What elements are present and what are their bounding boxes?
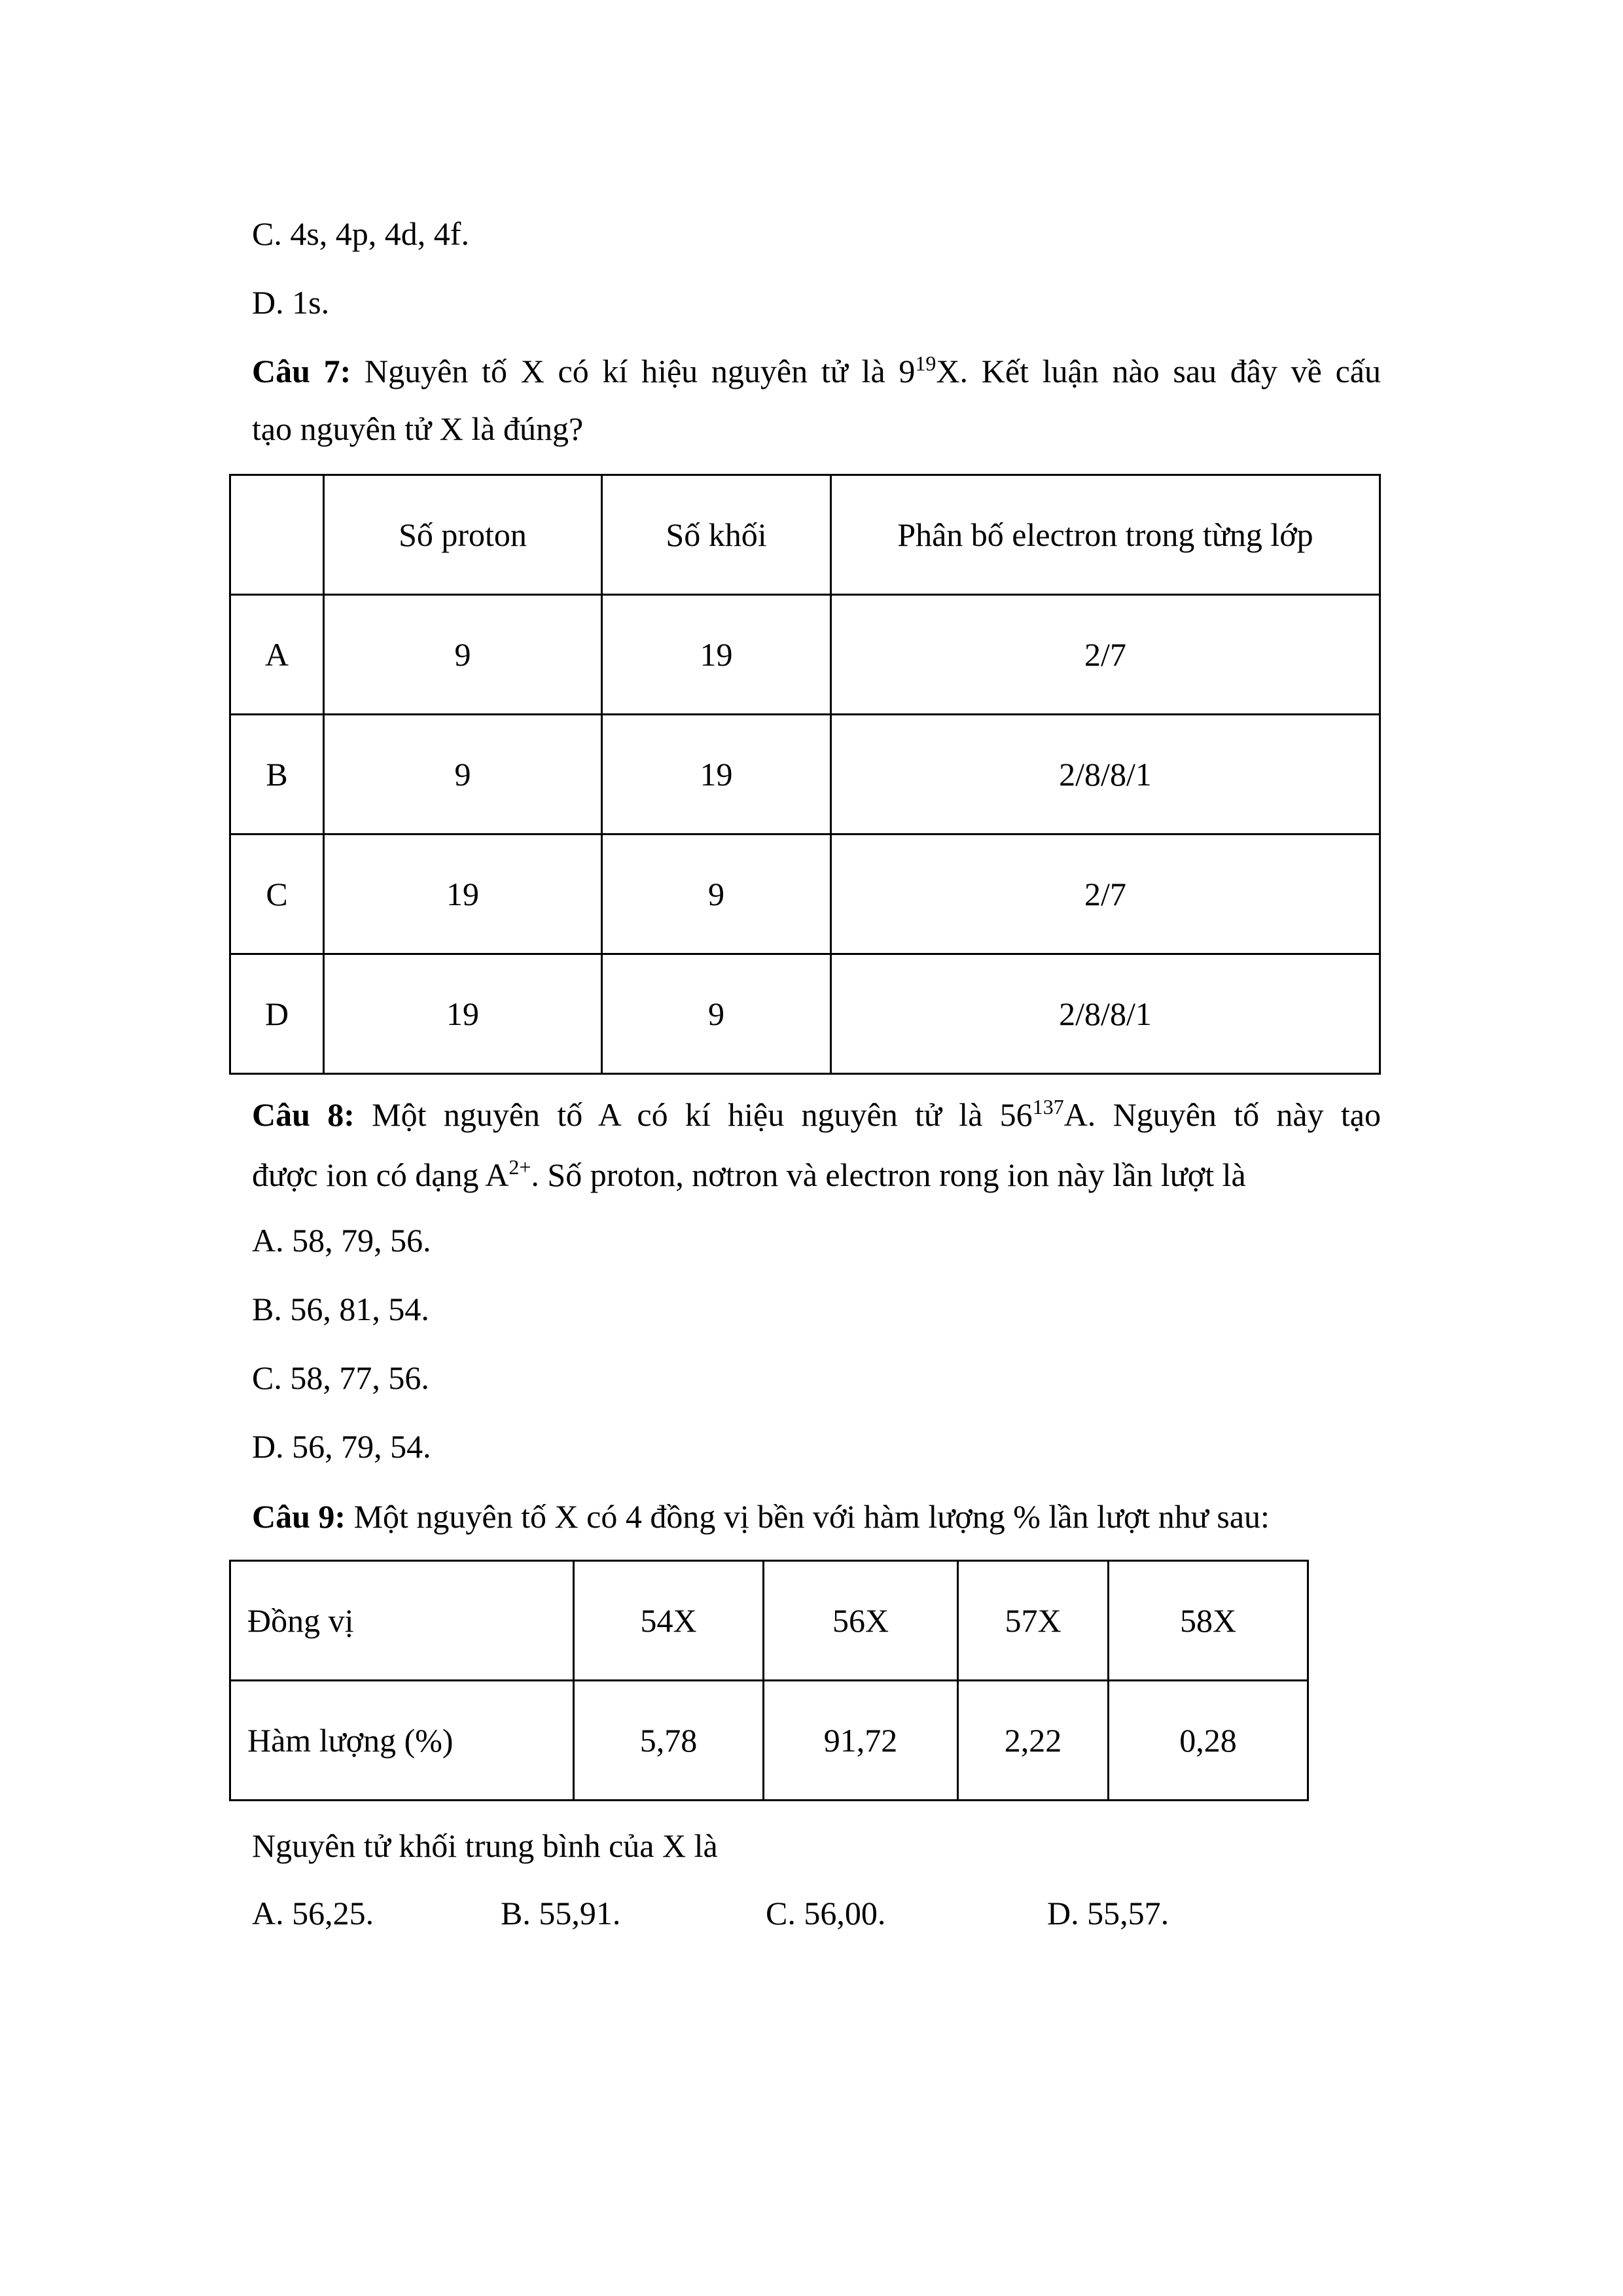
option-c-prev: C. 4s, 4p, 4d, 4f. xyxy=(252,215,469,252)
question-8-text-end: A. Nguyên tố này tạo xyxy=(1063,1096,1381,1133)
mass-number: 137 xyxy=(1032,1095,1064,1119)
question-8 xyxy=(252,1095,1381,1138)
question-8-text: Một nguyên tố A có kí hiệu nguyên tử là 56 xyxy=(354,1096,1033,1133)
question-7-text-end: X. Kết luận nào sau đây về cấu xyxy=(936,353,1381,389)
table-cell: C xyxy=(230,834,324,954)
question-7-line2: tạo nguyên tử X là đúng? xyxy=(252,410,584,447)
answer-option: B. 55,91. xyxy=(501,1895,621,1931)
table-cell: 56X xyxy=(764,1561,958,1681)
question-8-line2 xyxy=(252,1155,1246,1198)
table-cell: 57X xyxy=(958,1561,1109,1681)
question-7-text: Nguyên tố X có kí hiệu nguyên tử là 9 xyxy=(351,353,916,389)
question-8-label: Câu 8: xyxy=(252,1096,355,1133)
table-cell: A xyxy=(230,595,324,715)
table-row xyxy=(230,595,1380,715)
question-7 xyxy=(252,351,1381,395)
table-cell: 19 xyxy=(324,834,602,954)
question-8-line2-text-end: . Số proton, nơtron và electron rong ion này lần lượt là xyxy=(531,1157,1246,1193)
mass-number: 19 xyxy=(915,351,936,375)
question-9-label: Câu 9: xyxy=(252,1498,346,1535)
table-row-label: Hàm lượng (%) xyxy=(230,1681,574,1801)
table-row-label: Đồng vị xyxy=(230,1561,574,1681)
table-cell: D xyxy=(230,954,324,1074)
question-9-table xyxy=(229,1560,1309,1801)
table-row xyxy=(230,1681,1308,1801)
table-cell: 9 xyxy=(324,715,602,834)
answer-option: A. 58, 79, 56. xyxy=(252,1222,431,1259)
table-cell: 19 xyxy=(602,715,831,834)
table-header-cell: Phân bố electron trong từng lớp xyxy=(831,475,1380,595)
table-row xyxy=(230,834,1380,954)
question-9-text: Một nguyên tố X có 4 đồng vị bền với hàm lượng % lần lượt như sau: xyxy=(346,1498,1270,1535)
table-row xyxy=(230,715,1380,834)
answer-option: D. 55,57. xyxy=(1047,1895,1169,1931)
question-9 xyxy=(252,1497,1270,1536)
table-cell: B xyxy=(230,715,324,834)
table-cell: 2/8/8/1 xyxy=(831,715,1380,834)
table-cell: 19 xyxy=(602,595,831,715)
table-cell: 2/7 xyxy=(831,834,1380,954)
table-cell: 54X xyxy=(574,1561,764,1681)
table-cell: 9 xyxy=(602,834,831,954)
answer-option: B. 56, 81, 54. xyxy=(252,1291,429,1327)
question-9-prompt: Nguyên tử khối trung bình của X là xyxy=(252,1827,718,1864)
table-cell: 9 xyxy=(324,595,602,715)
table-header-cell: Số proton xyxy=(324,475,602,595)
table-cell: 2/8/8/1 xyxy=(831,954,1380,1074)
table-cell: 5,78 xyxy=(574,1681,764,1801)
table-row xyxy=(230,954,1380,1074)
table-cell: 9 xyxy=(602,954,831,1074)
table-cell: 91,72 xyxy=(764,1681,958,1801)
answer-option: C. 56,00. xyxy=(766,1895,886,1931)
question-8-line2-text: được ion có dạng A xyxy=(252,1157,509,1193)
question-7-label: Câu 7: xyxy=(252,353,351,389)
table-cell: 19 xyxy=(324,954,602,1074)
answer-option: A. 56,25. xyxy=(252,1895,374,1931)
option-d-prev: D. 1s. xyxy=(252,284,330,321)
answer-option: D. 56, 79, 54. xyxy=(252,1428,431,1465)
question-7-table xyxy=(229,474,1381,1075)
table-header-cell xyxy=(230,475,324,595)
ion-charge: 2+ xyxy=(508,1155,531,1179)
table-cell: 2/7 xyxy=(831,595,1380,715)
table-cell: 0,28 xyxy=(1109,1681,1308,1801)
table-row xyxy=(230,1561,1308,1681)
table-cell: 58X xyxy=(1109,1561,1308,1681)
table-header-cell: Số khối xyxy=(602,475,831,595)
answer-option: C. 58, 77, 56. xyxy=(252,1359,429,1396)
table-header-row xyxy=(230,475,1380,595)
table-cell: 2,22 xyxy=(958,1681,1109,1801)
